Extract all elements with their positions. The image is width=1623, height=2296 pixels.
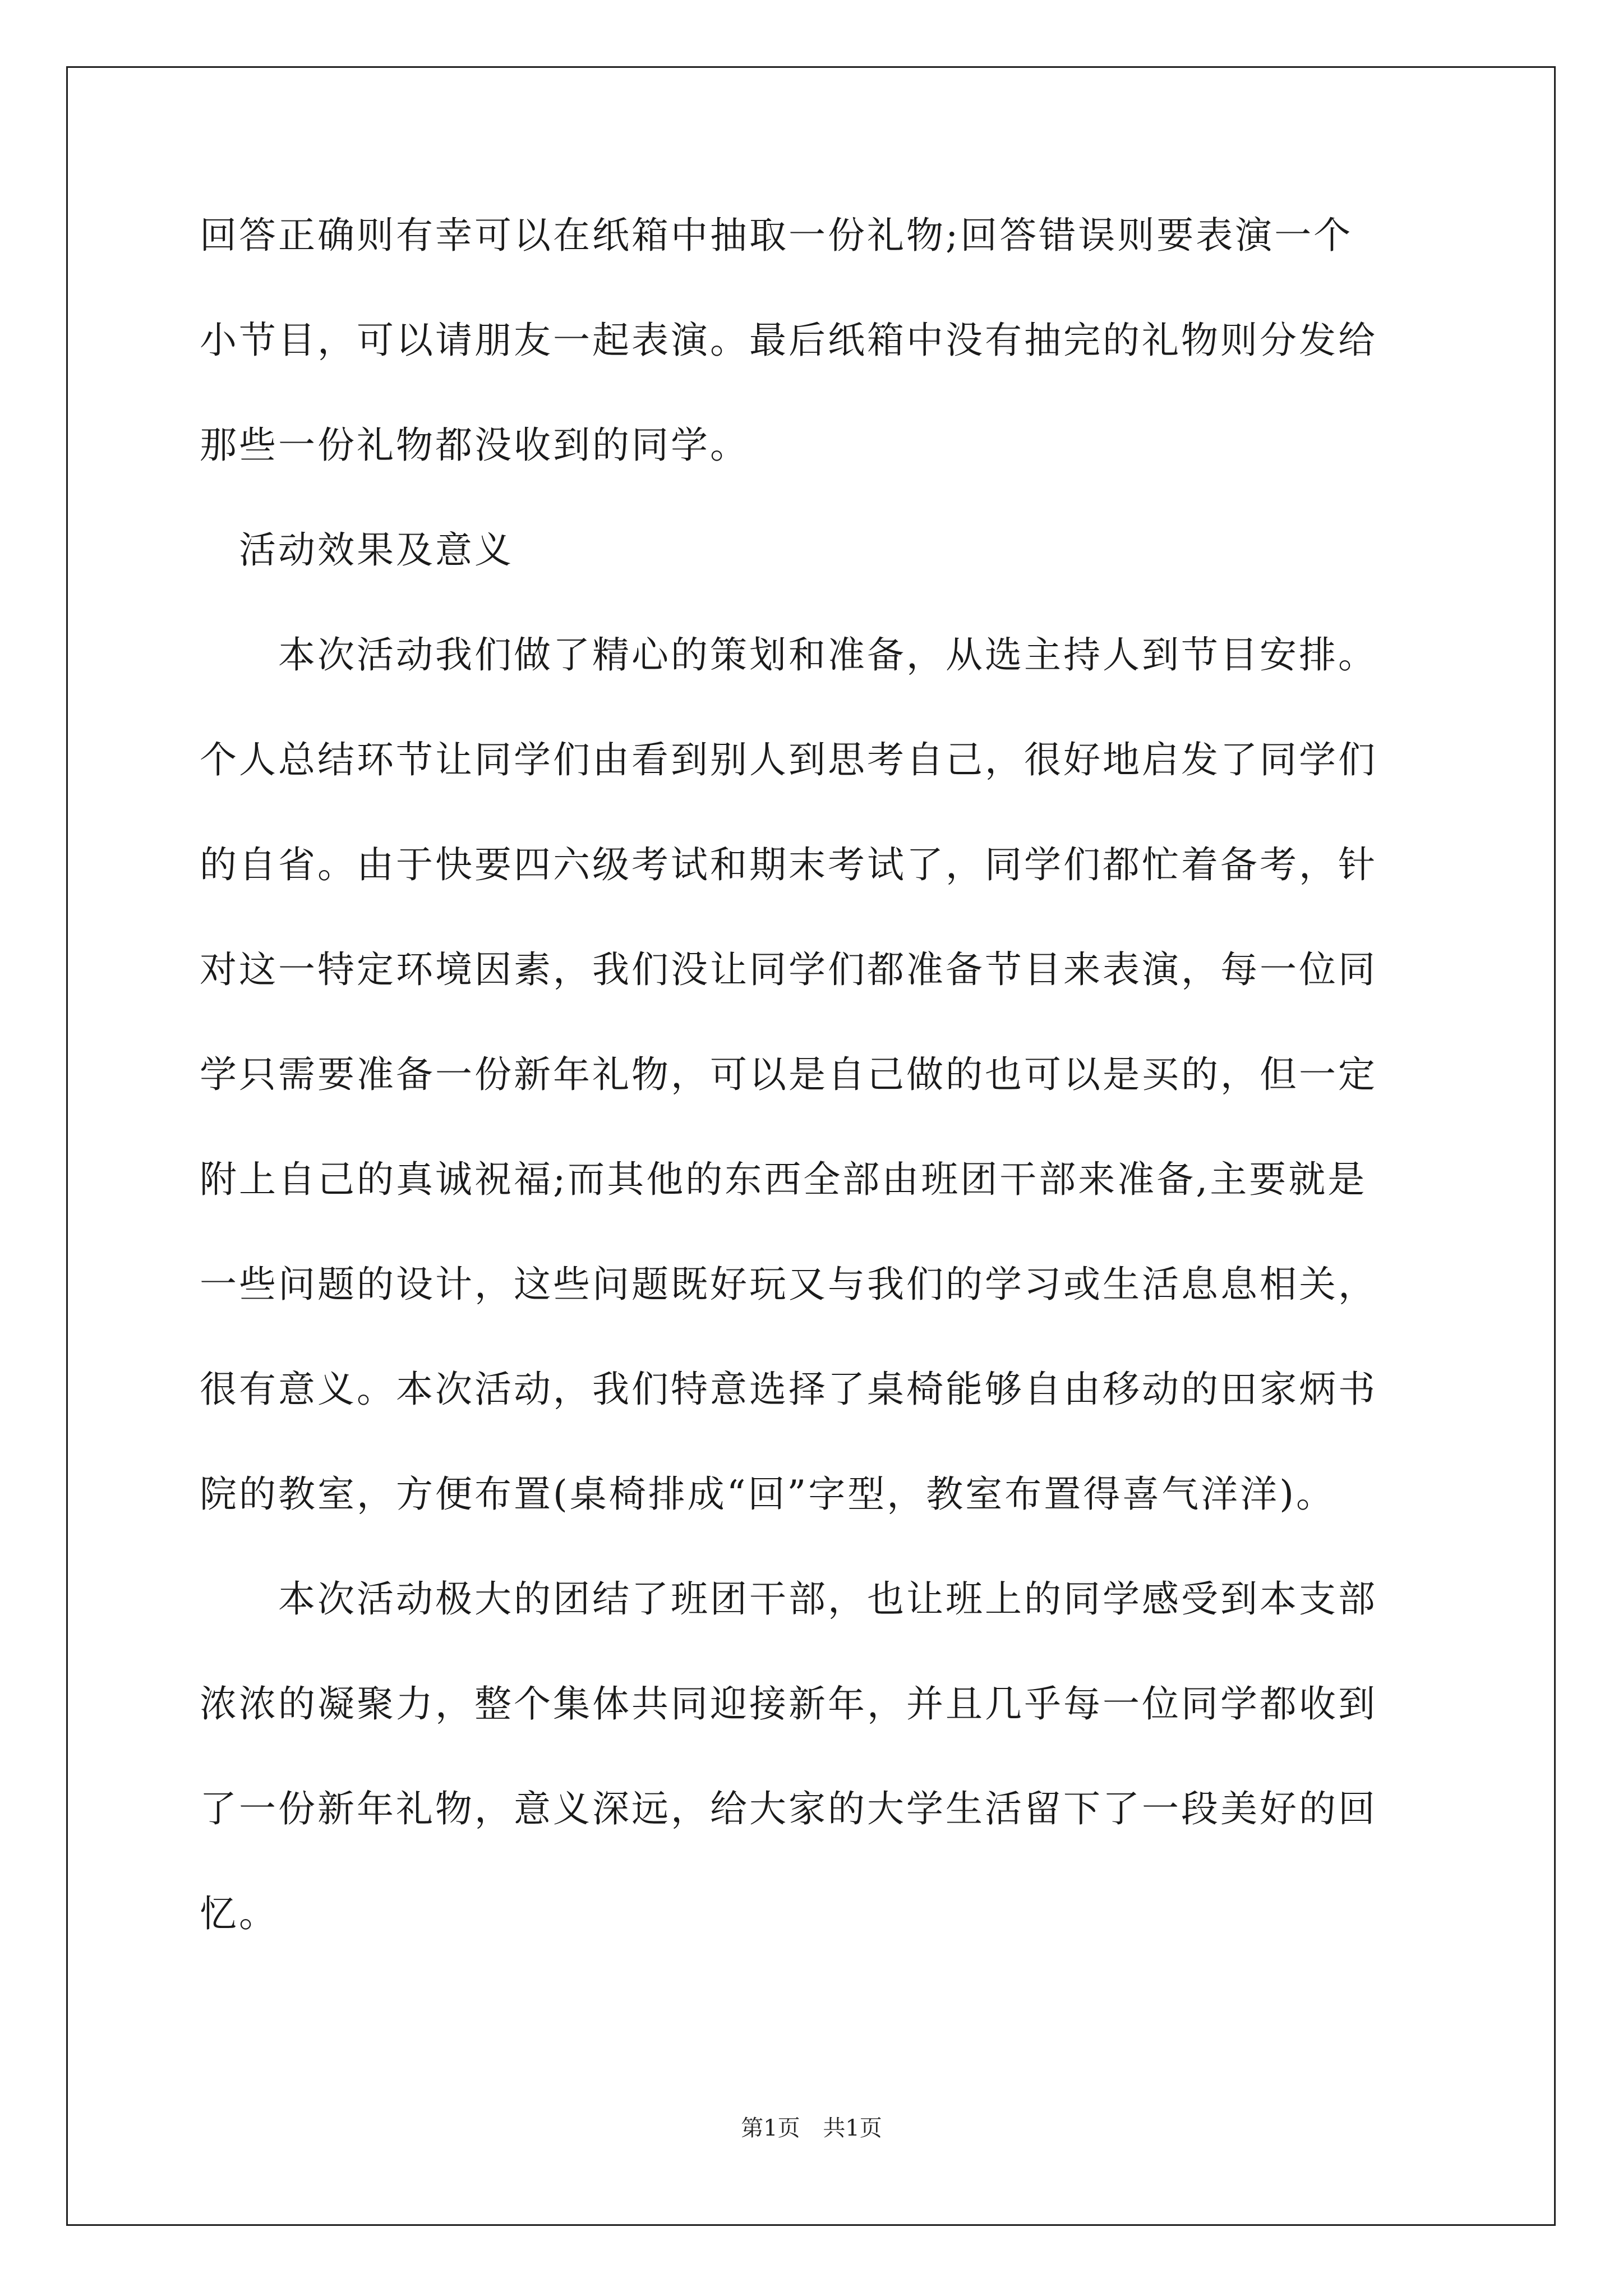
page-footer: [0, 2115, 1623, 2142]
paragraph-line: 很有意义。本次活动，我们特意选择了桌椅能够自由移动的田家炳书: [200, 1368, 1377, 1411]
paragraph-line: 院的教室，方便布置(桌椅排成“回”字型，教室布置得喜气洋洋)。: [200, 1473, 1335, 1516]
paragraph-line: 本次活动我们做了精心的策划和准备，从选主持人到节目安排。: [278, 633, 1377, 677]
paragraph-line: 那些一份礼物都没收到的同学。: [200, 424, 749, 467]
page-border: [66, 66, 1556, 2226]
paragraph-line: 回答正确则有幸可以在纸箱中抽取一份礼物;回答错误则要表演一个: [200, 214, 1353, 257]
section-heading: 活动效果及意义: [239, 528, 514, 572]
paragraph-line: 小节目，可以请朋友一起表演。最后纸箱中没有抽完的礼物则分发给: [200, 319, 1377, 362]
paragraph-line: 忆。: [200, 1892, 278, 1935]
paragraph-line: 的自省。由于快要四六级考试和期末考试了，同学们都忙着备考，针: [200, 843, 1377, 886]
paragraph-line: 对这一特定环境因素，我们没让同学们都准备节目来表演，每一位同: [200, 948, 1377, 991]
paragraph-line: 了一份新年礼物，意义深远，给大家的大学生活留下了一段美好的回: [200, 1787, 1377, 1830]
paragraph-line: 浓浓的凝聚力，整个集体共同迎接新年，并且几乎每一位同学都收到: [200, 1682, 1377, 1726]
page-total: 共1页: [823, 2115, 882, 2141]
paragraph-line: 附上自己的真诚祝福;而其他的东西全部由班团干部来准备,主要就是: [200, 1158, 1367, 1201]
paragraph-line: 本次活动极大的团结了班团干部，也让班上的同学感受到本支部: [278, 1577, 1377, 1621]
page-number: 第1页: [741, 2115, 800, 2141]
paragraph-line: 一些问题的设计，这些问题既好玩又与我们的学习或生活息息相关，: [200, 1263, 1377, 1306]
paragraph-line: 学只需要准备一份新年礼物，可以是自己做的也可以是买的，但一定: [200, 1053, 1377, 1096]
paragraph-line: 个人总结环节让同学们由看到别人到思考自己，很好地启发了同学们: [200, 738, 1377, 781]
